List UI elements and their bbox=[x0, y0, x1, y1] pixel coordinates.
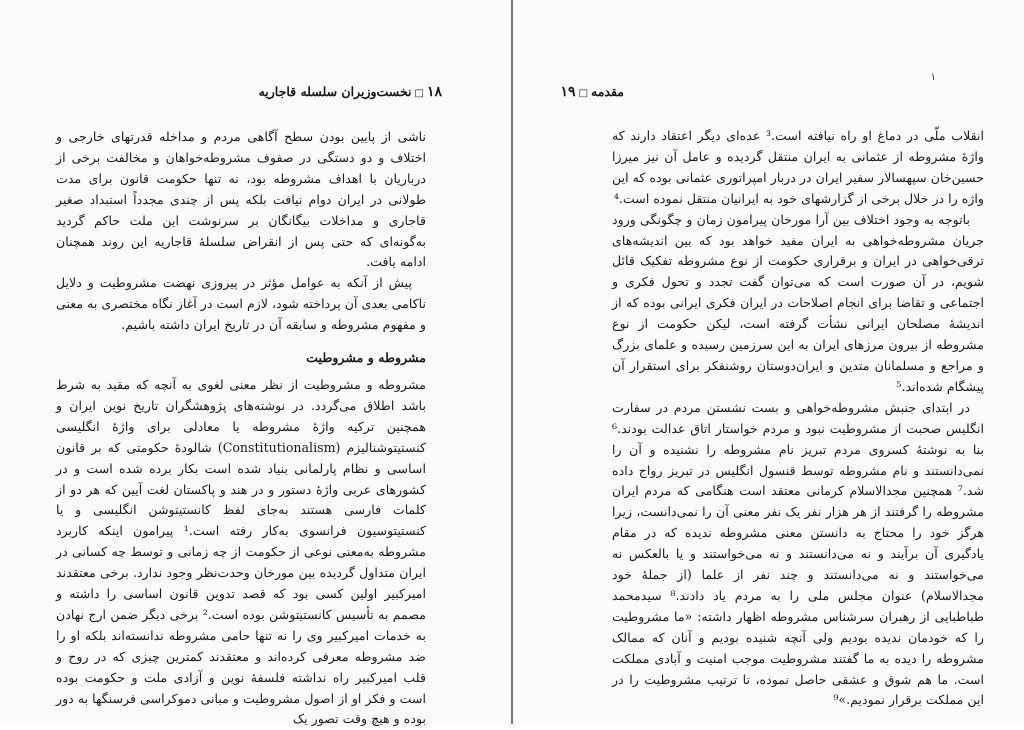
corner-mark: ۱ bbox=[930, 72, 936, 83]
left-page bbox=[0, 0, 508, 727]
page-number: ۱۸ bbox=[426, 84, 442, 100]
paragraph: ناشی از پایین بودن سطح آگاهی مردم و مداخله قدرتهای خارجی و اختلاف و دو دستگی در صفوف مشروطه‌خواهان و مخالفت برخی از درباریان با اهداف مشروطه بود، نه تنها حکومت قانون برای مدت طولانی در ایران دوام نیافت بلکه پس از چندی مجدداً استبداد صغیر قاجاری و مداخلات بیگانگان بر سرنوشت این ملت حاکم گردید به‌گونه‌ای که حتی پس از انقراض سلسلهٔ قاجاریه این روند همچنان ادامه یافت. bbox=[56, 129, 426, 270]
separator-square-icon: □ bbox=[578, 88, 589, 99]
section-heading: مشروطه و مشروطیت bbox=[306, 350, 426, 366]
running-title: مقدمه bbox=[591, 84, 624, 99]
book-spine bbox=[508, 0, 516, 724]
running-title: نخست‌وزیران سلسله قاجاریه bbox=[258, 84, 412, 99]
page-header bbox=[259, 84, 442, 100]
paragraph: در ابتدای جنبش مشروطه‌خواهی و بست نشستن مردم در سفارت انگلیس صحبت از مشروطیت نبود و مردم خواستار اتاق عدالت بودند.⁶ بنا به نوشتهٔ کسروی مردم تبریز نام مشروطه را نشنیده و آن را نمی‌دانستند و نام مشروطه توسط قنسول انگلیس در تبریز رواج داده شد.⁷ همچنین مجدالاسلام کرمانی معتقد است هنگامی که مردم ایران مشروطه را گرفتند از هر هزار نفر یک نفر معنی آن را نمی‌دانست، زیرا هرگز خود را محتاج به دانستن معنی مشروطه ندیده که در مقام یادگیری آن برآیند و نه می‌دانستند و نه می‌خواستند و یا بالعکس نه می‌خواستند و نه می‌دانستند و چند نفر از علما (از جملهٔ خود مجدالاسلام) عنوان مجلس ملی را به مردم یاد دادند.⁸ سیدمحمد طباطبایی از رهبران سرشناس مشروطه اظهار داشته: «ما مشروطیت را که خودمان ندیده بودیم ولی آنچه شنیده بودیم و آنان که ممالک مشروطه را دیده به ما گفتند مشروطیت موجب امنیت و آبادی مملکت است. ما هم شوق و عشقی حاصل نموده، تا ترتیب مشروطیت را در این مملکت برقرار نمودیم.»⁹ bbox=[612, 399, 984, 708]
page-number: ۱۹ bbox=[560, 84, 576, 100]
paragraph: مشروطه و مشروطیت از نظر معنی لغوی به آنچه که مقید به شرط باشد اطلاق می‌گردد. در نوشته‌های پژوهشگران تاریخ نوین ایران و همچنین ترکیه واژهٔ مشروطه یا معادلی برای واژهٔ انگلیسی کنستیتوشنالیزم (Constitutionalism) شالودهٔ حکومتی که بر قانون اساسی و نظام پارلمانی بنیاد شده است بکار برده شده است و در کشورهای عربی واژهٔ دستور و در هند و پاکستان لغت آیین که هر دو از کلمات فارسی هستند به‌جای لفظ کانستیتوشن انگلیسی و یا کنستیتوسیون فرانسوی به‌کار رفته است.¹ پیرامون اینکه کاربرد مشروطه به‌معنی نوعی از حکومت از چه زمانی و توسط چه کسانی در ایران متداول گردیده بین مورخان وحدت‌نظر وجود ندارد. برخی معتقدند امیرکبیر اولین کسی بود که قصد تدوین قانون اساسی را داشته و مصمم به تأسیس کانستیتوشن بوده است.² برخی دیگر ضمن ارج نهادن به خدمات امیرکبیر وی را نه تنها حامی مشروطه ندانسته‌اند بلکه او را ضد مشروطه معرفی کرده‌اند و معتقدند کمترین چیزی که در روح و قلب امیرکبیر راه نداشته فلسفهٔ نوین و آزادی ملت و حکومت بوده است و فکر او از اصول مشروطیت و مبانی دموکراسی فرسنگها به دور بوده و هیچ وقت تصور یک bbox=[56, 376, 426, 727]
page-header bbox=[561, 84, 624, 100]
right-page bbox=[516, 0, 1024, 724]
paragraph: پیش از آنکه به عوامل مؤثر در پیروزی نهضت مشروطیت و دلایل ناکامی بعدی آن پرداخته شود، لازم است در آغاز نگاه مختصری به معنی و مفهوم مشروطه و سابقه آن در تاریخ ایران داشته باشیم. bbox=[56, 275, 426, 333]
spine-divider bbox=[511, 0, 513, 724]
separator-square-icon: □ bbox=[414, 88, 424, 99]
paragraph: انقلاب ملّی در دماغ او راه نیافته است.³ عده‌ای دیگر اعتقاد دارند که واژهٔ مشروطه از عثمانی به ایران منتقل گردیده و عامل آن نیز میرزا حسین‌خان سپهسالار سفیر ایران در دربار امپراتوری عثمانی بوده که این واژه را در خلال برخی از گزارشهای خود به ایرانیان منتقل نموده است.⁴ bbox=[612, 128, 984, 206]
page-body bbox=[56, 127, 426, 730]
paragraph: باتوجه به وجود اختلاف بین آرا مورخان پیرامون زمان و چگونگی ورود جریان مشروطه‌خواهی به ایران مفید خواهد بود که بین اندیشه‌های ترقی‌خواهی در ایران و برقراری حکومت از نوع مشروطه تفکیک قائل شویم، در آن صورت است که می‌توان گفت تجدد و تحول فکری و اجتماعی و تقاضا برای انجام اصلاحات در ایران فکری ایرانی بوده که از اندیشهٔ مصلحان ایرانی نشأت گرفته است، لیکن حکومت از نوع مشروطه از بیرون مرزهای ایران به این سرزمین رسیده و علمای بزرگ و مراجع و مسلمانان متدین و ایران‌دوستان روشنفکر برای استقرار آن پیشگام شده‌اند.⁵ bbox=[612, 211, 984, 394]
page-body bbox=[612, 126, 984, 711]
